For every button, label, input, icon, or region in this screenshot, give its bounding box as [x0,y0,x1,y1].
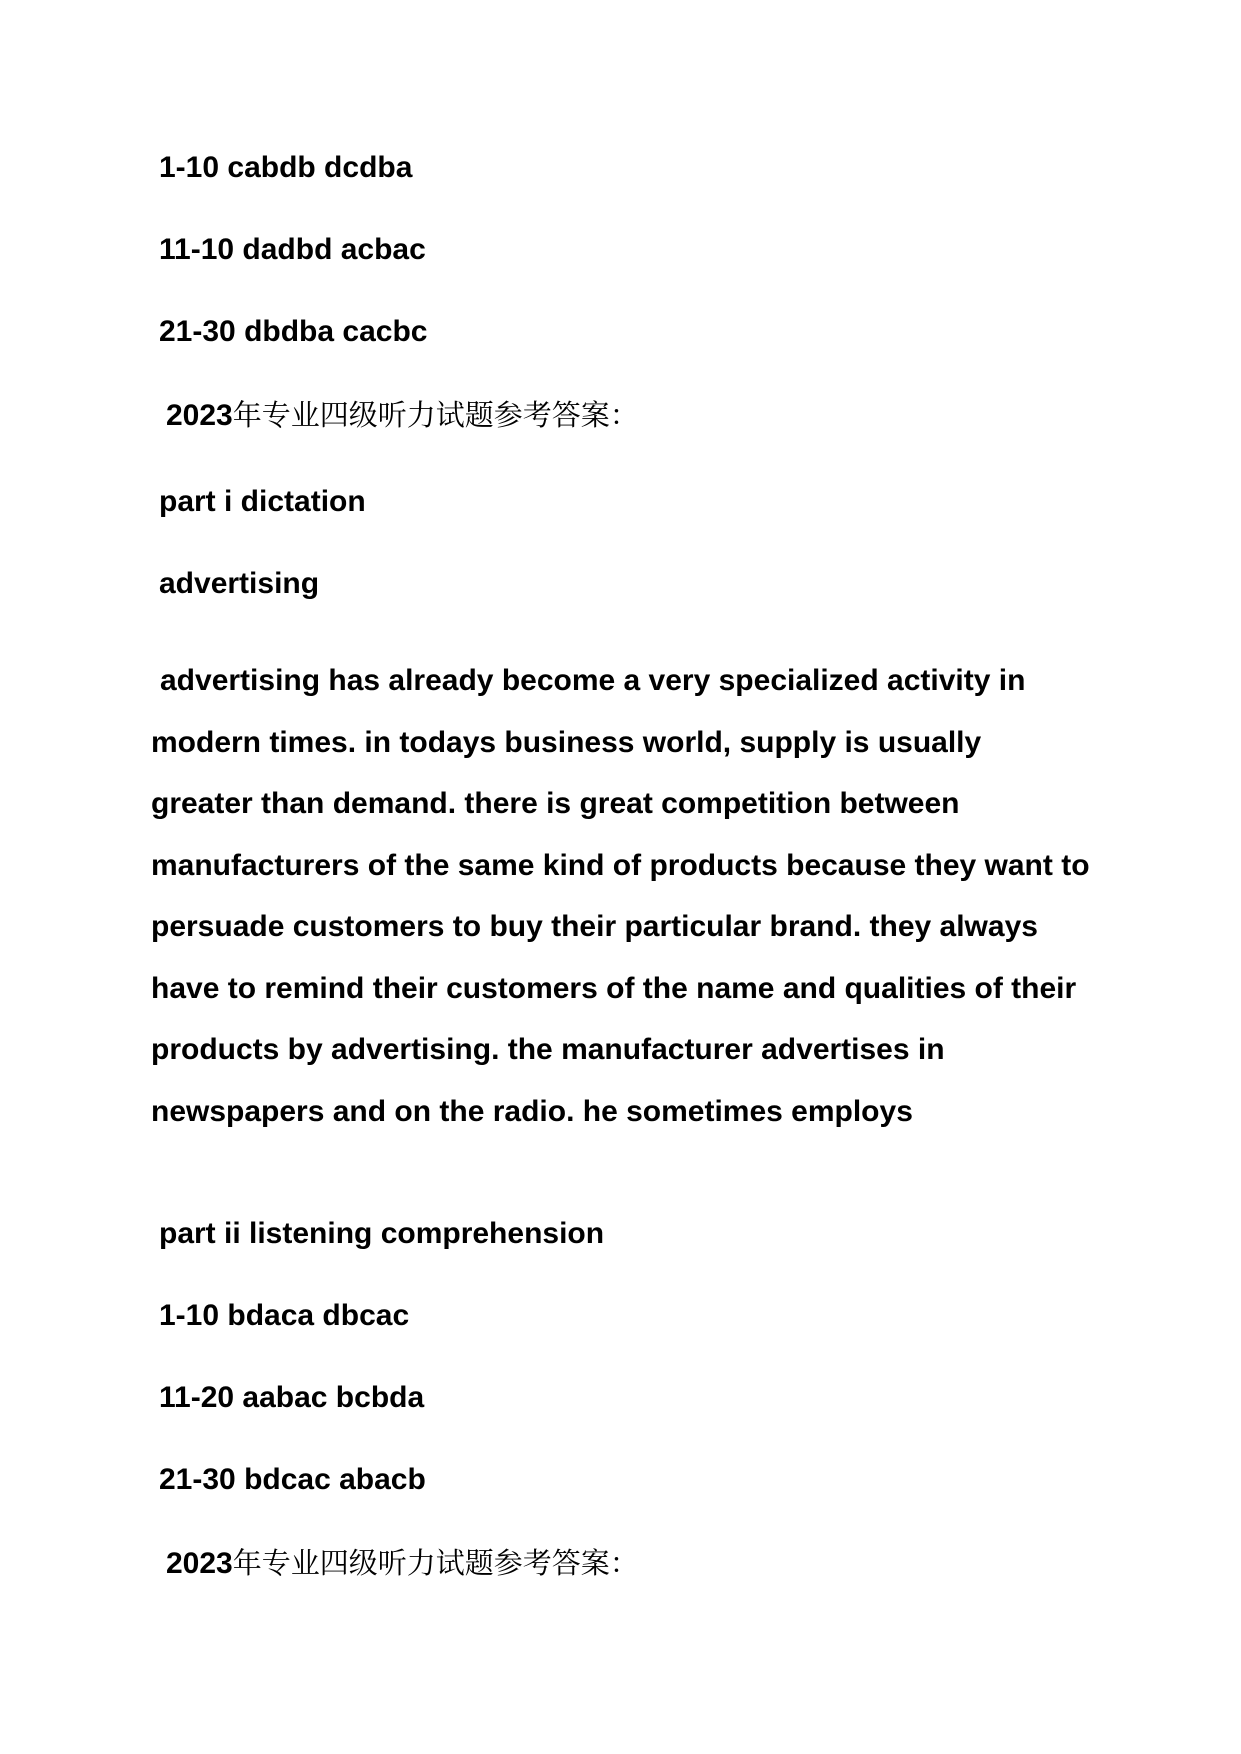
section-heading-1 [166,397,639,434]
heading-year: 2023 [166,399,233,432]
dictation-paragraph: advertising has already become a very specialized activity in modern times. in todays business world, supply is usually greater than demand. there is great competition between manufacturers of the same kind of products because they want to persuade customers to buy their particular brand. they always have to remind their customers of the name and qualities of their products by advertising. the manufacturer advertises in newspapers and on the radio. he sometimes employs [151,664,1090,1128]
part-ii-title: part ii listening comprehension [159,1217,605,1250]
answer-line-1-10: 1-10 cabdb dcdba [159,151,413,184]
section-heading-2 [166,1545,639,1582]
answer-line-21-30: 21-30 dbdba cacbc [159,315,428,348]
part-i-title: part i dictation [159,485,366,518]
heading-year: 2023 [166,1547,233,1580]
answer-line-11-20-part2: 11-20 aabac bcbda [159,1381,425,1414]
answer-line-1-10-part2: 1-10 bdaca dbcac [159,1299,410,1332]
answer-line-11-10: 11-10 dadbd acbac [159,233,426,266]
answer-line-21-30-part2: 21-30 bdcac abacb [159,1463,426,1496]
heading-text: 年专业四级听力试题参考答案： [232,398,639,432]
dictation-title: advertising [159,567,320,600]
heading-text: 年专业四级听力试题参考答案： [232,1546,639,1580]
